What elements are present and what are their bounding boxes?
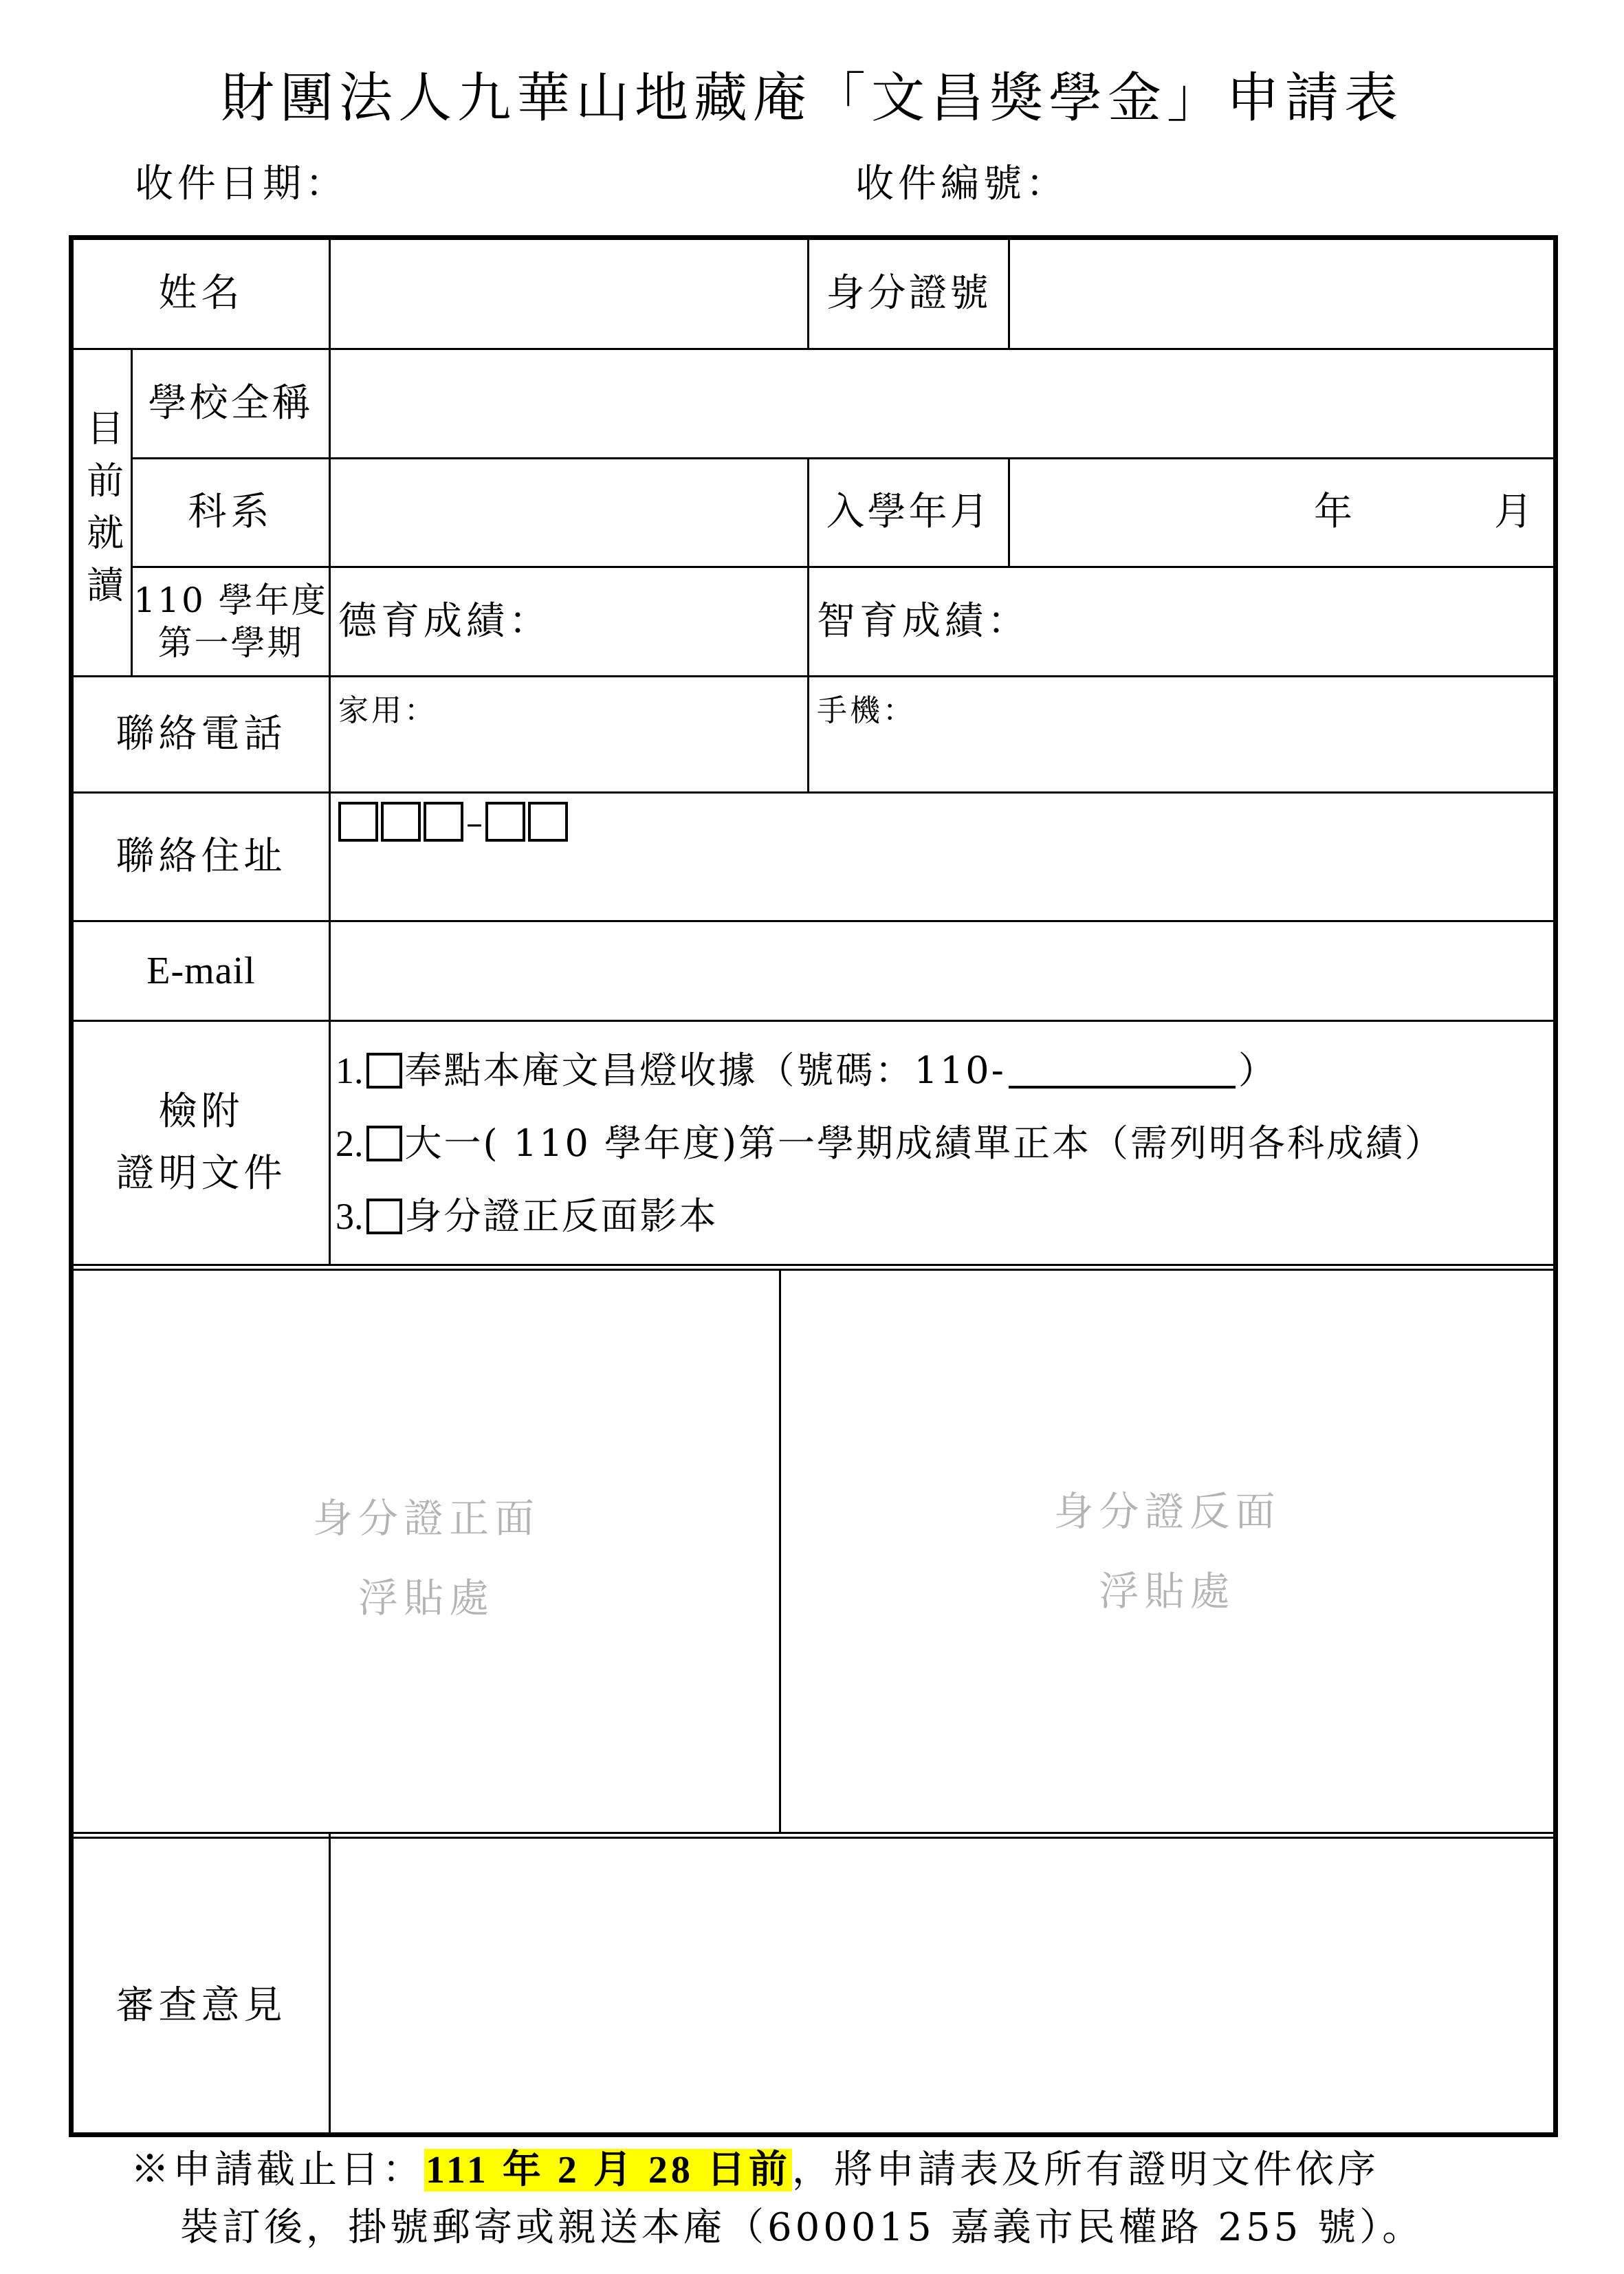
document-text: 大一( 110 學年度)第一學期成績單正本（需列明各科成績） <box>404 1122 1445 1165</box>
document-checkbox[interactable] <box>366 1199 402 1234</box>
document-item <box>336 1047 1277 1095</box>
document-item <box>336 1192 718 1240</box>
enrollment-date-field[interactable] <box>1010 459 1553 566</box>
address-label: 聯絡住址 <box>116 833 287 879</box>
phone-label: 聯絡電話 <box>116 711 287 756</box>
document-number: 1. <box>336 1050 364 1091</box>
mobile-phone-field[interactable]: 手機： <box>817 693 916 728</box>
postal-code-dash: – <box>466 804 483 842</box>
attached-documents-label-line2: 證明文件 <box>116 1151 287 1196</box>
postal-code-box[interactable] <box>338 802 378 842</box>
department-field[interactable] <box>331 459 807 566</box>
review-comments-field[interactable] <box>331 1839 1553 2132</box>
document-number: 3. <box>336 1196 364 1237</box>
document-text: 奉點本庵文昌燈收據（號碼：110- <box>404 1049 1006 1092</box>
id-front-paste-area <box>74 1478 779 1638</box>
postal-code-box[interactable] <box>528 802 568 842</box>
id-number-label: 身分證號 <box>826 271 991 316</box>
address-field[interactable] <box>337 802 1553 850</box>
deadline-notice <box>131 2143 1379 2198</box>
attached-documents-label <box>74 1022 329 1264</box>
enrollment-month-unit: 月 <box>1494 490 1537 535</box>
row-divider <box>74 1269 1553 1271</box>
department-label: 科系 <box>188 490 274 535</box>
name-field[interactable] <box>331 240 807 348</box>
postal-code-box[interactable] <box>381 802 421 842</box>
moral-grade-field[interactable]: 德育成績： <box>338 598 551 644</box>
school-name-field[interactable] <box>331 350 1553 457</box>
name-label: 姓名 <box>158 271 244 316</box>
id-front-label: 身分證正面 <box>312 1495 540 1542</box>
enrollment-year-unit: 年 <box>1314 490 1357 535</box>
school-name-label: 學校全稱 <box>148 380 314 426</box>
postal-code-box[interactable] <box>485 802 525 842</box>
row-divider <box>74 1264 1553 1266</box>
semester-label <box>133 568 329 675</box>
home-phone-field[interactable]: 家用： <box>338 693 437 728</box>
id-back-paste-label: 浮貼處 <box>1099 1568 1236 1615</box>
review-comments-label: 審查意見 <box>116 1983 287 2029</box>
attached-documents-label-line1: 檢附 <box>158 1089 244 1135</box>
document-number: 2. <box>336 1123 364 1164</box>
semester-label-line1: 110 學年度 <box>133 580 328 620</box>
document-suffix: ） <box>1238 1049 1277 1092</box>
current-study-label: 目前就讀 <box>80 408 124 617</box>
deadline-instructions: ，將申請表及所有證明文件依序 <box>791 2147 1379 2192</box>
enrollment-date-label: 入學年月 <box>826 490 991 535</box>
row-divider <box>74 1832 1553 1834</box>
deadline-prefix: ※申請截止日： <box>131 2147 424 2192</box>
form-title: 財團法人九華山地藏庵「文昌獎學金」申請表 <box>220 67 1403 129</box>
receipt-number-blank[interactable] <box>1009 1053 1236 1089</box>
deadline-date: 111 年 2 月 28 日前 <box>426 2149 791 2191</box>
document-checkbox[interactable] <box>366 1053 402 1089</box>
id-front-paste-label: 浮貼處 <box>358 1575 494 1621</box>
mailing-instructions: 裝訂後，掛號郵寄或親送本庵（600015 嘉義市民權路 255 號）。 <box>180 2205 1425 2250</box>
email-label: E-mail <box>146 949 256 992</box>
id-back-paste-area <box>781 1472 1553 1631</box>
id-back-label: 身分證反面 <box>1053 1488 1281 1535</box>
postal-code-box[interactable] <box>424 802 463 842</box>
document-text: 身分證正反面影本 <box>404 1194 718 1238</box>
email-field[interactable] <box>331 922 1553 1020</box>
receipt-number-label: 收件編號： <box>855 162 1068 206</box>
intellect-grade-field[interactable]: 智育成績： <box>817 598 1030 644</box>
document-item <box>336 1119 1444 1168</box>
document-checkbox[interactable] <box>366 1126 402 1161</box>
receipt-date-label: 收件日期： <box>135 162 348 206</box>
semester-label-line2: 第一學期 <box>157 623 304 663</box>
id-number-field[interactable] <box>1010 240 1553 348</box>
